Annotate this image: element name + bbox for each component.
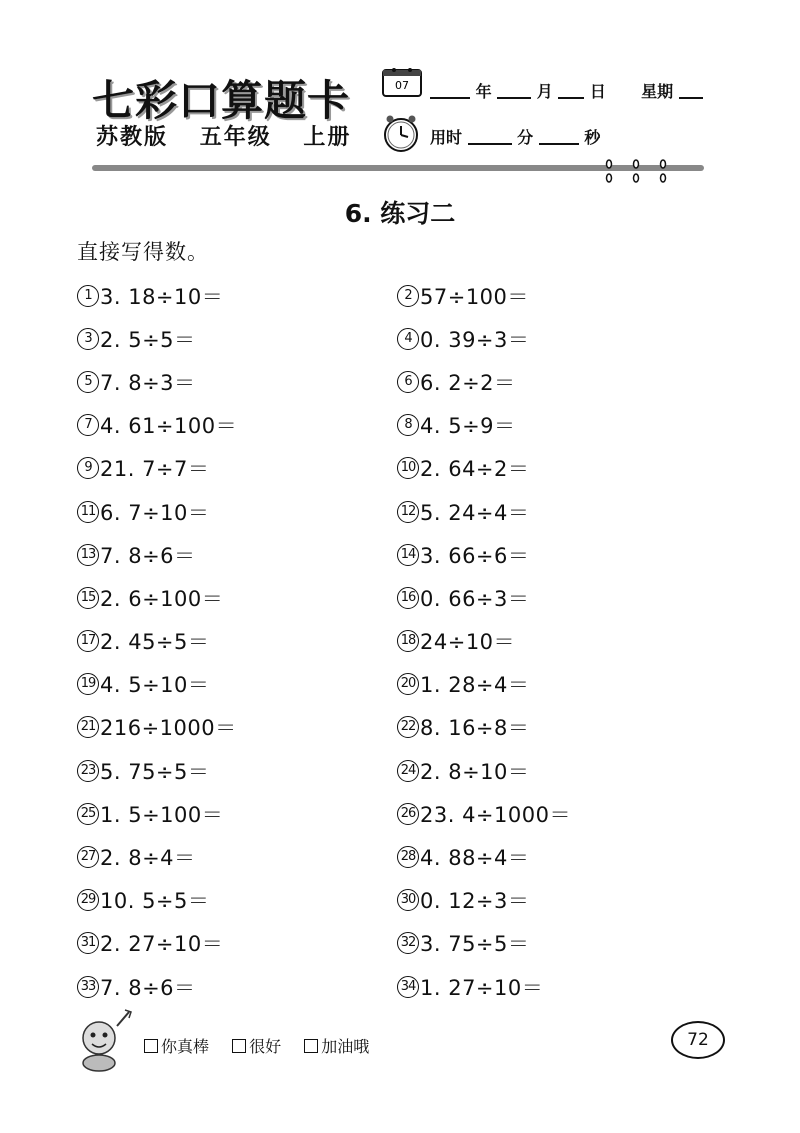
problem-row — [77, 620, 717, 663]
minutes-label: 分 — [517, 128, 534, 147]
problem-number: 24 — [397, 760, 419, 782]
checkbox-good[interactable] — [232, 1039, 246, 1053]
problem-item — [397, 712, 717, 742]
problem-number: 18 — [397, 630, 419, 652]
problem-number: 12 — [397, 501, 419, 523]
problem-item — [77, 453, 397, 483]
problem-expression: 1. 27÷10＝ — [420, 975, 544, 1000]
calendar-icon — [382, 67, 422, 97]
problem-item — [397, 842, 717, 872]
problem-expression: 21. 7÷7＝ — [100, 457, 210, 482]
month-label: 月 — [536, 82, 553, 101]
year-blank[interactable] — [430, 97, 470, 99]
problem-item — [77, 540, 397, 570]
problem-number: 23 — [77, 760, 99, 782]
weekday-blank[interactable] — [679, 97, 703, 99]
problem-expression: 3. 66÷6＝ — [420, 543, 530, 568]
problem-number: 3 — [77, 328, 99, 350]
problem-expression: 24÷10＝ — [420, 630, 516, 655]
problem-item — [77, 324, 397, 354]
problem-expression: 3. 75÷5＝ — [420, 932, 530, 957]
problem-row — [77, 706, 717, 749]
problem-expression: 4. 88÷4＝ — [420, 846, 530, 871]
problem-row — [77, 317, 717, 360]
problem-number: 13 — [77, 544, 99, 566]
seconds-blank[interactable] — [539, 143, 579, 145]
problem-number: 19 — [77, 673, 99, 695]
publisher: 苏教版 — [96, 125, 169, 150]
problem-row — [77, 576, 717, 619]
problem-number: 33 — [77, 976, 99, 998]
problem-row — [77, 922, 717, 965]
problem-number: 32 — [397, 932, 419, 954]
problem-row — [77, 835, 717, 878]
problem-item — [397, 410, 717, 440]
problem-item — [77, 928, 397, 958]
volume: 上册 — [303, 125, 352, 150]
eval-good-label: 很好 — [249, 1037, 282, 1056]
binder-rings-icon — [601, 156, 671, 186]
problem-item — [397, 497, 717, 527]
problem-number: 1 — [77, 285, 99, 307]
problem-expression: 1. 28÷4＝ — [420, 673, 530, 698]
problem-number: 4 — [397, 328, 419, 350]
lesson-title: 6. 练习二 — [344, 199, 456, 228]
brand-title: 七彩口算题卡 — [92, 76, 351, 125]
problem-row — [77, 792, 717, 835]
problem-number: 6 — [397, 371, 419, 393]
problem-row — [77, 663, 717, 706]
problem-expression: 2. 8÷10＝ — [420, 759, 530, 784]
problem-item — [397, 583, 717, 613]
instruction: 直接写得数。 — [77, 240, 209, 264]
problem-row — [77, 274, 717, 317]
problem-expression: 2. 64÷2＝ — [420, 457, 530, 482]
problem-number: 26 — [397, 803, 419, 825]
problem-item — [77, 712, 397, 742]
problem-number: 16 — [397, 587, 419, 609]
problem-number: 28 — [397, 846, 419, 868]
problem-item — [397, 540, 717, 570]
problem-item — [77, 669, 397, 699]
problem-row — [77, 447, 717, 490]
day-blank[interactable] — [558, 97, 584, 99]
problem-item — [397, 972, 717, 1002]
problem-expression: 7. 8÷6＝ — [100, 975, 196, 1000]
problem-number: 11 — [77, 501, 99, 523]
problem-number: 8 — [397, 414, 419, 436]
problem-item — [397, 885, 717, 915]
day-label: 日 — [589, 82, 606, 101]
problem-list — [77, 274, 717, 1008]
minutes-blank[interactable] — [468, 143, 512, 145]
problem-item — [397, 756, 717, 786]
mascot-illustration — [73, 1008, 133, 1072]
checkbox-great[interactable] — [144, 1039, 158, 1053]
problem-item — [77, 583, 397, 613]
problem-item — [397, 281, 717, 311]
problem-item — [77, 281, 397, 311]
weekday-label: 星期 — [641, 82, 674, 101]
problem-item — [397, 324, 717, 354]
problem-number: 29 — [77, 889, 99, 911]
problem-number: 17 — [77, 630, 99, 652]
problem-expression: 1. 5÷100＝ — [100, 802, 224, 827]
problem-number: 15 — [77, 587, 99, 609]
problem-item — [77, 972, 397, 1002]
problem-item — [77, 842, 397, 872]
checkbox-keep-going[interactable] — [304, 1039, 318, 1053]
problem-expression: 2. 45÷5＝ — [100, 630, 210, 655]
problem-item — [397, 928, 717, 958]
problem-expression: 7. 8÷6＝ — [100, 543, 196, 568]
problem-expression: 0. 12÷3＝ — [420, 889, 530, 914]
problem-expression: 23. 4÷1000＝ — [420, 802, 571, 827]
problem-expression: 2. 5÷5＝ — [100, 327, 196, 352]
problem-expression: 5. 24÷4＝ — [420, 500, 530, 525]
problem-expression: 0. 39÷3＝ — [420, 327, 530, 352]
problem-item — [77, 367, 397, 397]
problem-expression: 4. 61÷100＝ — [100, 414, 238, 439]
problem-expression: 6. 7÷10＝ — [100, 500, 210, 525]
problem-row — [77, 490, 717, 533]
problem-item — [77, 497, 397, 527]
problem-expression: 2. 6÷100＝ — [100, 586, 224, 611]
problem-item — [397, 626, 717, 656]
problem-expression: 2. 27÷10＝ — [100, 932, 224, 957]
problem-number: 7 — [77, 414, 99, 436]
seconds-label: 秒 — [584, 128, 601, 147]
problem-number: 25 — [77, 803, 99, 825]
problem-number: 34 — [397, 976, 419, 998]
problem-number: 31 — [77, 932, 99, 954]
problem-number: 9 — [77, 457, 99, 479]
problem-number: 14 — [397, 544, 419, 566]
problem-number: 22 — [397, 716, 419, 738]
month-blank[interactable] — [497, 97, 531, 99]
problem-expression: 2. 8÷4＝ — [100, 846, 196, 871]
problem-item — [77, 885, 397, 915]
problem-row — [77, 404, 717, 447]
eval-good[interactable] — [232, 1037, 281, 1056]
problem-item — [77, 799, 397, 829]
grade: 五年级 — [199, 125, 272, 150]
problem-number: 20 — [397, 673, 419, 695]
problem-number: 2 — [397, 285, 419, 307]
problem-row — [77, 533, 717, 576]
problem-number: 5 — [77, 371, 99, 393]
problem-expression: 5. 75÷5＝ — [100, 759, 210, 784]
problem-row — [77, 749, 717, 792]
problem-expression: 10. 5÷5＝ — [100, 889, 210, 914]
eval-great[interactable] — [144, 1037, 209, 1056]
problem-item — [77, 410, 397, 440]
self-evaluation — [144, 1034, 387, 1057]
problem-expression: 3. 18÷10＝ — [100, 284, 224, 309]
problem-number: 21 — [77, 716, 99, 738]
problem-expression: 6. 2÷2＝ — [420, 370, 516, 395]
problem-item — [397, 367, 717, 397]
problem-item — [397, 669, 717, 699]
time-prefix: 用时 — [430, 128, 463, 147]
problem-item — [77, 756, 397, 786]
eval-keep-going[interactable] — [304, 1037, 369, 1056]
problem-item — [397, 799, 717, 829]
problem-expression: 4. 5÷9＝ — [420, 414, 516, 439]
problem-expression: 7. 8÷3＝ — [100, 370, 196, 395]
problem-expression: 8. 16÷8＝ — [420, 716, 530, 741]
time-line — [430, 125, 600, 148]
problem-expression: 57÷100＝ — [420, 284, 529, 309]
problem-item — [77, 626, 397, 656]
problem-number: 27 — [77, 846, 99, 868]
year-label: 年 — [475, 82, 492, 101]
problem-expression: 216÷1000＝ — [100, 716, 237, 741]
eval-great-label: 你真棒 — [161, 1037, 210, 1056]
problem-expression: 4. 5÷10＝ — [100, 673, 210, 698]
problem-row — [77, 360, 717, 403]
edition-subtitle — [96, 120, 373, 151]
problem-number: 30 — [397, 889, 419, 911]
eval-keep-going-label: 加油哦 — [321, 1037, 370, 1056]
problem-row — [77, 965, 717, 1008]
calendar-label: 07 — [395, 79, 409, 92]
problem-item — [397, 453, 717, 483]
problem-row — [77, 879, 717, 922]
clock-icon — [381, 115, 421, 153]
page-number: 72 — [671, 1021, 725, 1059]
problem-expression: 0. 66÷3＝ — [420, 586, 530, 611]
problem-number: 10 — [397, 457, 419, 479]
date-line — [430, 79, 703, 102]
